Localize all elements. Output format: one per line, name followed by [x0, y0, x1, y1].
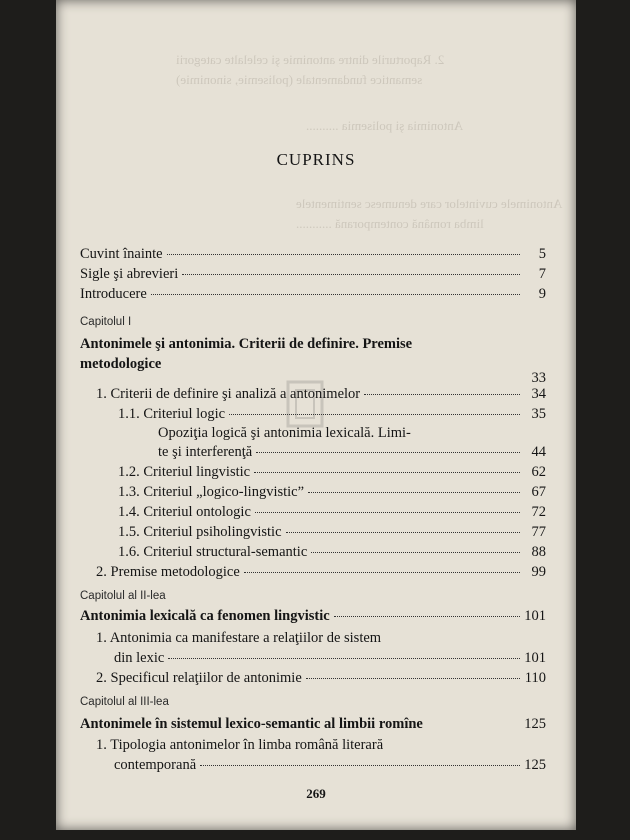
toc-item-text: contemporană: [114, 757, 197, 773]
leader-dots: [244, 572, 520, 573]
watermark-icon: [286, 380, 416, 440]
toc-entry: [80, 246, 546, 263]
leader-dots: [306, 678, 520, 679]
toc-entry-page: 9: [538, 286, 546, 302]
chapter-heading: Antonimele şi antonimia. Criterii de definire. Premise: [80, 336, 413, 352]
toc-entry-page: 5: [538, 246, 546, 262]
toc-item: [118, 524, 546, 541]
leader-dots: [151, 294, 520, 295]
bleed-through-text: Antonimia şi polisemia ..........: [306, 118, 464, 133]
chapter-page: 33: [531, 370, 546, 386]
chapter-heading: [80, 608, 546, 625]
toc-entry-text: Sigle şi abrevieri: [80, 266, 179, 282]
chapter-label: Capitolul al II-lea: [80, 590, 166, 602]
chapter-page: 125: [524, 716, 546, 732]
toc-item: [96, 670, 546, 687]
chapter-heading-text: Antonimele în sistemul lexico-semantic al limbii romîne: [80, 716, 423, 732]
toc-item-page: 125: [524, 757, 546, 773]
chapter-label: Capitolul I: [80, 316, 132, 328]
toc-item-page: 62: [531, 464, 546, 480]
toc-item: [114, 757, 546, 774]
toc-entry-page: 7: [538, 266, 546, 282]
toc-item-page: 110: [524, 670, 546, 686]
toc-entry-text: Cuvint înainte: [80, 246, 163, 262]
chapter-label: Capitolul al III-lea: [80, 696, 169, 708]
toc-entry: [80, 266, 546, 283]
toc-item-text: 1.5. Criteriul psiholingvistic: [118, 524, 282, 540]
toc-item-page: 99: [531, 564, 546, 580]
leader-dots: [256, 452, 520, 453]
toc-item-page: 44: [531, 444, 546, 460]
toc-item-text: 2. Premise metodologice: [96, 564, 240, 580]
toc-item-text: 2. Specificul relaţiilor de antonimie: [96, 670, 302, 686]
toc-item-page: 34: [531, 386, 546, 402]
toc-item-text: 1.2. Criteriul lingvistic: [118, 464, 251, 480]
leader-dots: [308, 492, 520, 493]
toc-item-text: 1.4. Criteriul ontologic: [118, 504, 251, 520]
toc-item: [158, 444, 546, 461]
toc-item-text: din lexic: [114, 650, 165, 666]
toc-item: [96, 564, 546, 581]
bleed-through-text: Antonimele cuvintelor care denumesc sentimentele: [296, 196, 563, 211]
toc-item-text: 1.3. Criteriul „logico-lingvistic”: [118, 484, 305, 500]
toc-item-text: 1.1. Criteriul logic: [118, 406, 226, 422]
chapter-heading-text: Antonimia lexicală ca fenomen lingvistic: [80, 608, 330, 624]
book-page: [56, 0, 576, 830]
toc-item-page: 72: [531, 504, 546, 520]
bleed-through-text: semantice fundamentale (polisemie, sinonimie): [176, 72, 423, 87]
chapter-heading: [80, 716, 546, 733]
toc-item-text: 1. Criterii de definire şi analiză a antonimelor: [96, 386, 361, 402]
leader-dots: [200, 765, 520, 766]
leader-dots: [311, 552, 520, 553]
toc-item-page: 77: [531, 524, 546, 540]
chapter-heading-text: metodologice: [80, 356, 162, 372]
leader-dots: [286, 532, 520, 533]
leader-dots: [254, 472, 520, 473]
leader-dots: [255, 512, 520, 513]
toc-item-text: Opoziţia logică şi antonimia lexicală. Limi-: [158, 425, 411, 441]
toc-item-page: 88: [531, 544, 546, 560]
toc-item-text: 1. Tipologia antonimelor în limba română literară: [96, 737, 384, 753]
toc-item: [118, 484, 546, 501]
toc-item: [118, 504, 546, 521]
toc-item-page: 101: [524, 650, 546, 666]
bleed-through-text: limba română contemporană ...........: [296, 216, 484, 231]
toc-item-page: 35: [531, 406, 546, 422]
watermark-logo: [286, 380, 416, 440]
leader-dots: [168, 658, 520, 659]
chapter-page: 101: [524, 608, 546, 624]
leader-dots: [167, 254, 520, 255]
toc-item-text: 1.6. Criteriul structural-semantic: [118, 544, 308, 560]
toc-item: [118, 544, 546, 561]
page-title: CUPRINS: [276, 150, 356, 169]
leader-dots: [182, 274, 520, 275]
leader-dots: [334, 616, 520, 617]
toc-entry: [80, 286, 546, 303]
toc-item-page: 67: [531, 484, 546, 500]
toc-item-text: te şi interferenţă: [158, 444, 253, 460]
toc-item: [118, 464, 546, 481]
page-number: 269: [306, 786, 326, 801]
toc-entry-text: Introducere: [80, 286, 147, 302]
toc-item-text: 1. Antonimia ca manifestare a relaţiilor de sistem: [96, 630, 382, 646]
bleed-through-text: 2. Raporturile dintre antonimie şi celelalte categorii: [176, 52, 445, 67]
chapter-heading-cont: [80, 356, 546, 386]
toc-item: [114, 650, 546, 667]
